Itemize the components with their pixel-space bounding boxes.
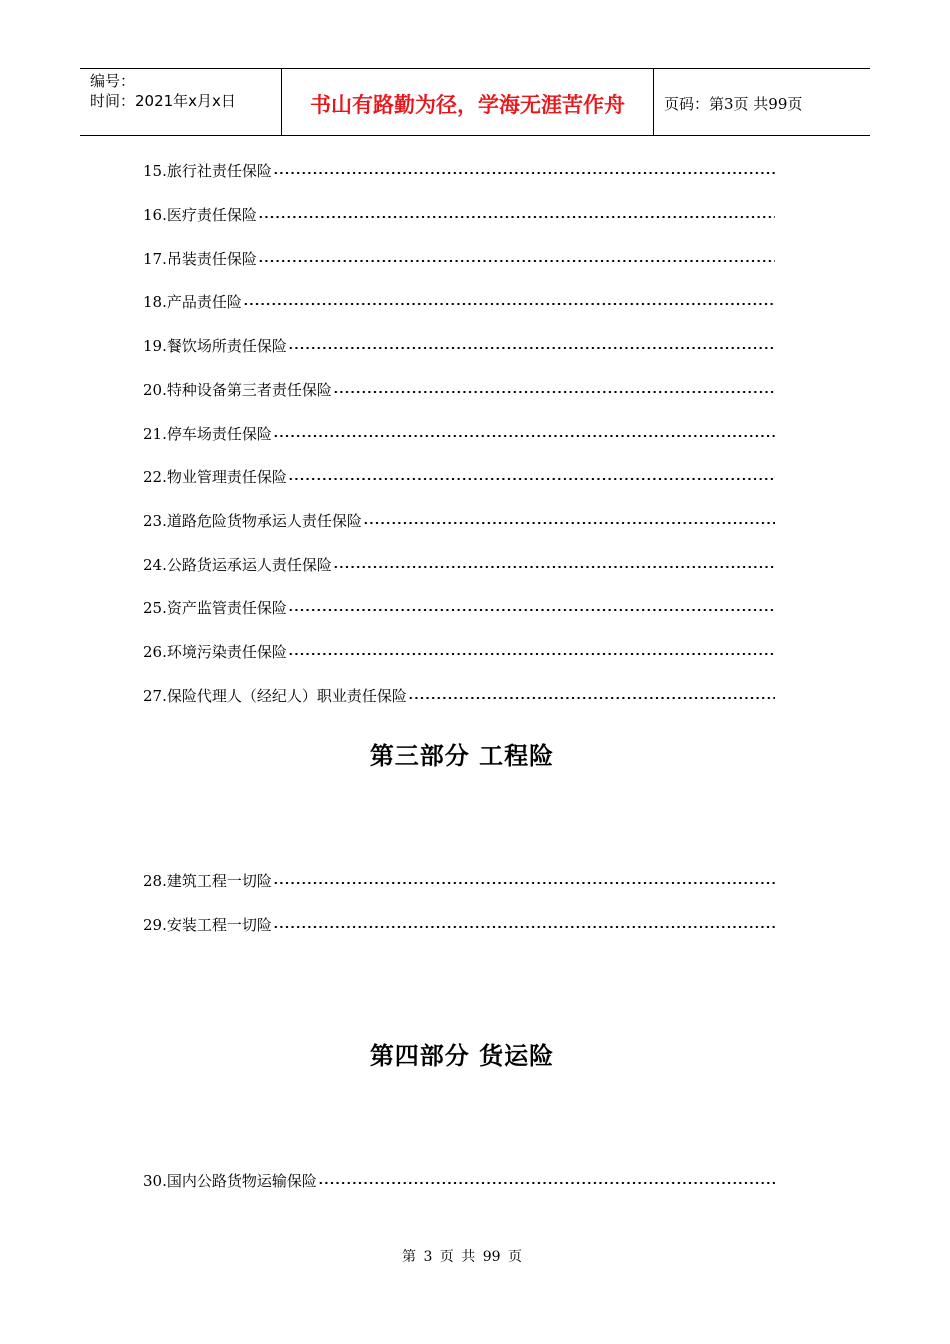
toc-leader-dots [273,882,775,884]
toc-entry-26[interactable] [143,641,775,663]
toc-entry-title: 停车场责任保险 [166,425,272,443]
toc-entry-title: 公路货运承运人责任保险 [166,556,332,574]
toc-entry-number: 15. [143,162,167,180]
section-heading-part3: 第三部分 工程险 [369,742,555,770]
toc-leader-dots [258,260,775,262]
toc-entry-title: 资产监管责任保险 [166,599,287,617]
document-date-label: 时间：2021年x月x日 [90,92,236,110]
toc-leader-dots [243,303,775,305]
header-motto: 书山有路勤为径，学海无涯苦作舟 [282,69,654,135]
toc-entry-number: 26. [143,643,167,661]
toc-entry-20[interactable] [143,379,775,401]
toc-leader-dots [363,522,775,524]
toc-leader-dots [273,926,775,928]
toc-entry-number: 22. [143,468,167,486]
page-header [80,68,870,136]
toc-leader-dots [288,653,775,655]
toc-entry-title: 产品责任险 [166,293,242,311]
toc-leader-dots [288,478,775,480]
toc-leader-dots [333,566,775,568]
toc-entry-title: 吊装责任保险 [166,250,257,268]
toc-entry-15[interactable] [143,160,775,182]
toc-entry-title: 安装工程一切险 [166,916,272,934]
toc-entry-title: 保险代理人（经纪人）职业责任保险 [166,687,407,705]
toc-entry-22[interactable] [143,466,775,488]
toc-entry-18[interactable] [143,291,775,313]
document-number-label: 编号： [90,72,136,90]
toc-entry-title: 旅行社责任保险 [166,162,272,180]
header-page-number: 页码：第3页 共99页 [664,94,803,113]
section-heading-part4: 第四部分 货运险 [369,1042,555,1070]
toc-entry-number: 27. [143,687,167,705]
toc-entry-number: 21. [143,425,167,443]
toc-entry-title: 特种设备第三者责任保险 [166,381,332,399]
toc-entry-21[interactable] [143,423,775,445]
toc-entry-28[interactable] [143,870,775,892]
toc-entry-27[interactable] [143,685,775,707]
toc-entry-number: 30. [143,1172,167,1190]
toc-entry-30[interactable] [143,1170,775,1192]
toc-entry-title: 物业管理责任保险 [166,468,287,486]
toc-leader-dots [258,216,775,218]
toc-entry-19[interactable] [143,335,775,357]
toc-entry-number: 16. [143,206,167,224]
toc-entry-number: 17. [143,250,167,268]
toc-entry-25[interactable] [143,597,775,619]
page-footer: 第 3 页 共 99 页 [402,1249,522,1265]
header-meta [80,69,282,135]
toc-entry-number: 25. [143,599,167,617]
toc-entry-24[interactable] [143,554,775,576]
toc-entry-number: 23. [143,512,167,530]
toc-entry-number: 28. [143,872,167,890]
toc-entry-number: 24. [143,556,167,574]
toc-entry-number: 29. [143,916,167,934]
toc-entry-number: 18. [143,293,167,311]
toc-entry-23[interactable] [143,510,775,532]
toc-entry-number: 19. [143,337,167,355]
toc-leader-dots [288,347,775,349]
toc-entry-title: 环境污染责任保险 [166,643,287,661]
toc-leader-dots [408,697,775,699]
toc-entry-number: 20. [143,381,167,399]
toc-entry-title: 餐饮场所责任保险 [166,337,287,355]
toc-entry-16[interactable] [143,204,775,226]
toc-entry-title: 医疗责任保险 [166,206,257,224]
toc-leader-dots [318,1182,775,1184]
toc-entry-29[interactable] [143,914,775,936]
toc-leader-dots [288,609,775,611]
toc-entry-title: 建筑工程一切险 [166,872,272,890]
toc-entry-title: 道路危险货物承运人责任保险 [166,512,362,530]
toc-leader-dots [273,435,775,437]
toc-entry-title: 国内公路货物运输保险 [166,1172,317,1190]
toc-entry-17[interactable] [143,248,775,270]
toc-leader-dots [333,391,775,393]
toc-leader-dots [273,172,775,174]
